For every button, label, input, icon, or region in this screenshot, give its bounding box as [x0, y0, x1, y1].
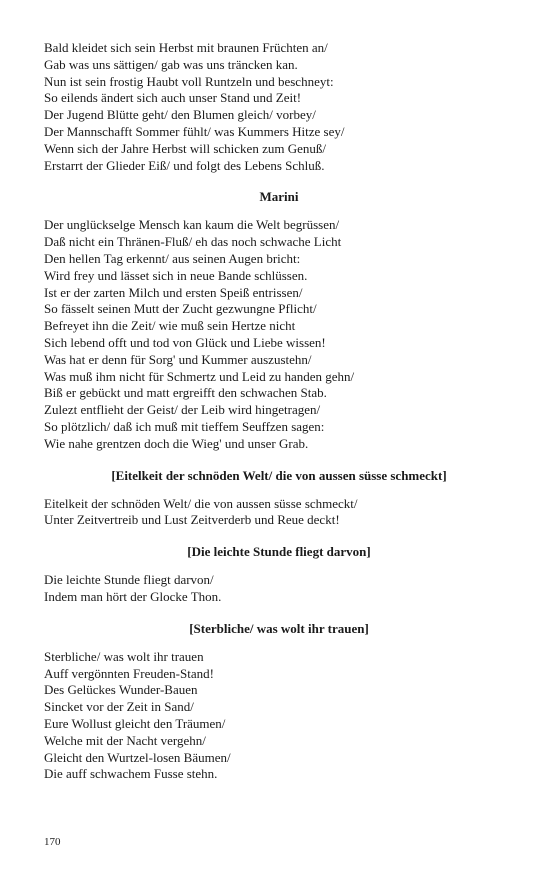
verse-line: Indem man hört der Glocke Thon.: [44, 588, 222, 604]
verse-line: Gab was uns sättigen/ gab was uns träncken kan.: [44, 56, 298, 72]
verse-line: Welche mit der Nacht vergehn/: [44, 732, 206, 748]
opening-stanza: [44, 40, 514, 174]
verse-line: Was hat er denn für Sorg' und Kummer auszustehn/: [44, 351, 312, 367]
verse-line: Erstarrt der Glieder Eiß/ und folgt des Lebens Schluß.: [44, 157, 325, 173]
verse-line: Befreyet ihn die Zeit/ wie muß sein Hertze nicht: [44, 318, 296, 334]
verse-line: Eure Wollust gleicht den Träumen/: [44, 715, 226, 731]
verse-line: Zulezt entflieht der Geist/ der Leib wird hingetragen/: [44, 402, 321, 418]
verse-line: Was muß ihm nicht für Schmertz und Leid zu handen gehn/: [44, 368, 355, 384]
verse-line: Daß nicht ein Thränen-Fluß/ eh das noch schwache Licht: [44, 234, 342, 250]
verse-line: Wie nahe grentzen doch die Wieg' und unser Grab.: [44, 435, 309, 451]
verse-line: Der unglückselge Mensch kan kaum die Welt begrüssen/: [44, 217, 340, 233]
verse-line: Wird frey und lässet sich in neue Bande schlüssen.: [44, 267, 308, 283]
poem-sterbliche: [44, 649, 514, 783]
poem-stunde: [44, 572, 514, 606]
verse-line: Sterbliche/ was wolt ihr trauen: [44, 648, 204, 664]
verse-line: Bald kleidet sich sein Herbst mit braunen Früchten an/: [44, 40, 328, 55]
page-body: [44, 40, 514, 783]
poem-heading-sterbliche: [Sterbliche/ was wolt ihr trauen]: [189, 620, 369, 636]
verse-line: Eitelkeit der schnöden Welt/ die von aussen süsse schmeckt/: [44, 495, 358, 511]
verse-line: So fässelt seinen Mutt der Zucht gezwungne Pflicht/: [44, 301, 317, 317]
verse-line: Die auff schwachem Fusse stehn.: [44, 766, 218, 782]
verse-line: Sincket vor der Zeit in Sand/: [44, 699, 194, 715]
verse-line: Des Gelückes Wunder-Bauen: [44, 682, 198, 698]
verse-line: Ist er der zarten Milch und ersten Speiß entrissen/: [44, 284, 303, 300]
verse-line: Sich lebend offt und tod von Glück und Liebe wissen!: [44, 334, 326, 350]
verse-line: Biß er gebückt und matt ergreifft den schwachen Stab.: [44, 385, 327, 401]
verse-line: Gleicht den Wurtzel-losen Bäumen/: [44, 749, 231, 765]
verse-line: So plötzlich/ daß ich muß mit tieffem Seuffzen sagen:: [44, 418, 325, 434]
verse-line: Der Jugend Blütte geht/ den Blumen gleich/ vorbey/: [44, 107, 316, 123]
poem-marini: [44, 217, 514, 452]
poem-eitelkeit: [44, 496, 514, 530]
verse-line: Die leichte Stunde fliegt darvon/: [44, 572, 214, 588]
verse-line: Wenn sich der Jahre Herbst will schicken zum Genuß/: [44, 140, 326, 156]
verse-line: So eilends ändert sich auch unser Stand und Zeit!: [44, 90, 302, 106]
poem-heading-marini: Marini: [259, 189, 299, 205]
verse-line: Nun ist sein frostig Haubt voll Runtzeln und beschneyt:: [44, 73, 334, 89]
verse-line: Auff vergönnten Freuden-Stand!: [44, 665, 214, 681]
page-number: 170: [44, 836, 61, 848]
verse-line: Unter Zeitvertreib und Lust Zeitverderb und Reue deckt!: [44, 512, 340, 528]
poem-heading-eitelkeit: [Eitelkeit der schnöden Welt/ die von aussen süsse schmeckt]: [111, 467, 447, 483]
poem-heading-stunde: [Die leichte Stunde fliegt darvon]: [187, 544, 371, 560]
verse-line: Den hellen Tag erkennt/ aus seinen Augen bricht:: [44, 250, 301, 266]
verse-line: Der Mannschafft Sommer fühlt/ was Kummers Hitze sey/: [44, 123, 345, 139]
